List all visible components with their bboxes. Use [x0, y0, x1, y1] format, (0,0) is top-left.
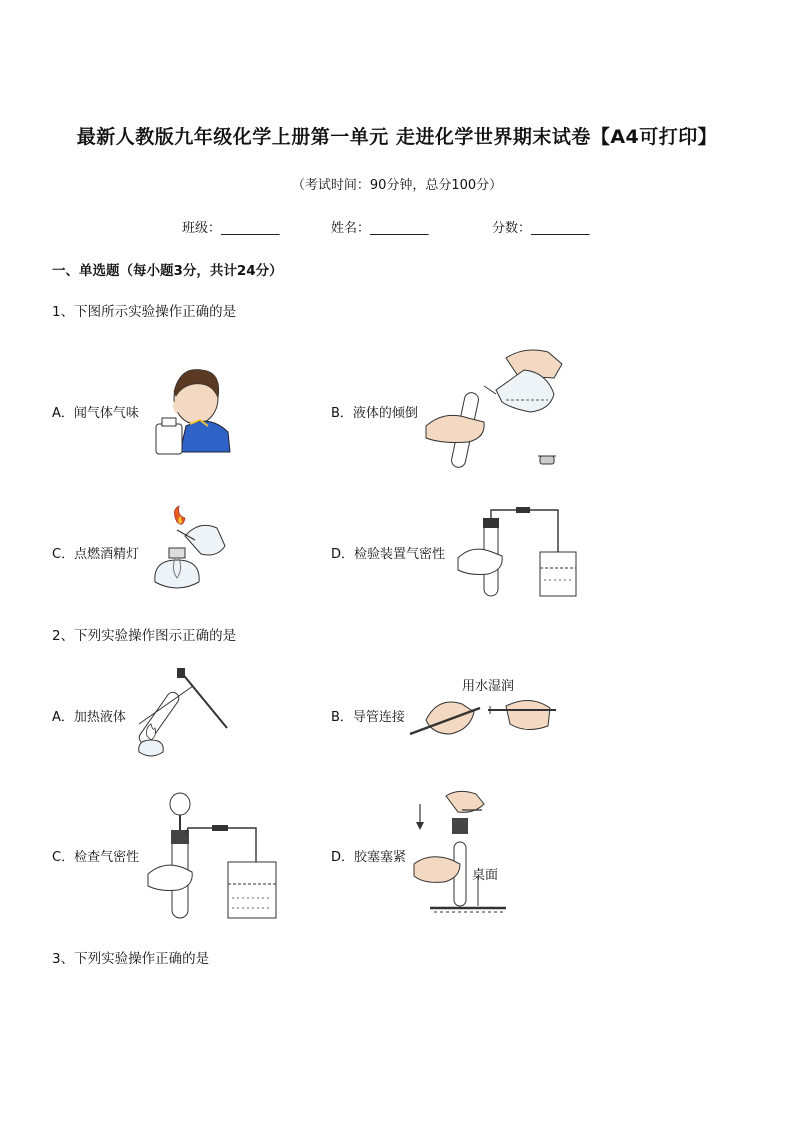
page-title: 最新人教版九年级化学上册第一单元 走进化学世界期末试卷【A4可打印】 — [76, 126, 718, 148]
q1-option-a: A．闻气体气味 — [52, 406, 139, 421]
class-field — [182, 217, 280, 236]
smelling-gas-figure — [150, 362, 232, 456]
score-blank: _________ — [531, 221, 590, 236]
stopper-press-figure — [412, 790, 508, 916]
heating-liquid-figure — [133, 666, 231, 760]
score-label: 分数： — [492, 221, 532, 236]
question-2-stem: 2、下列实验操作图示正确的是 — [52, 628, 237, 644]
name-label: 姓名： — [331, 221, 371, 236]
q1-option-c: C．点燃酒精灯 — [52, 547, 140, 562]
q2-option-d: D．胶塞塞紧 — [331, 850, 407, 865]
name-blank: _________ — [370, 221, 429, 236]
exam-info: （考试时间：90分钟，总分100分） — [291, 178, 503, 193]
score-field — [492, 217, 590, 236]
tube-connection-figure — [410, 690, 560, 738]
q1-option-b: B．液体的倾倒 — [331, 406, 418, 421]
q2-option-a: A．加热液体 — [52, 710, 126, 725]
pouring-liquid-figure — [424, 346, 564, 474]
lighting-alcohol-lamp-figure — [147, 508, 229, 600]
question-3-stem: 3、下列实验操作正确的是 — [52, 951, 210, 967]
question-1-stem: 1、下图所示实验操作正确的是 — [52, 304, 237, 320]
class-label: 班级： — [182, 221, 222, 236]
q2-option-c: C．检查气密性 — [52, 850, 140, 865]
class-blank: _________ — [221, 221, 280, 236]
name-field — [331, 217, 429, 236]
q1-option-d: D．检验装置气密性 — [331, 547, 446, 562]
airtightness-funnel-figure — [148, 792, 278, 920]
figure-note-wet: 用水湿润 — [462, 679, 515, 694]
figure-note-table: 桌面 — [472, 868, 499, 883]
q2-option-b: B．导管连接 — [331, 710, 405, 725]
airtightness-check-figure — [458, 506, 582, 600]
section-heading: 一、单选题（每小题3分，共计24分） — [52, 263, 283, 279]
